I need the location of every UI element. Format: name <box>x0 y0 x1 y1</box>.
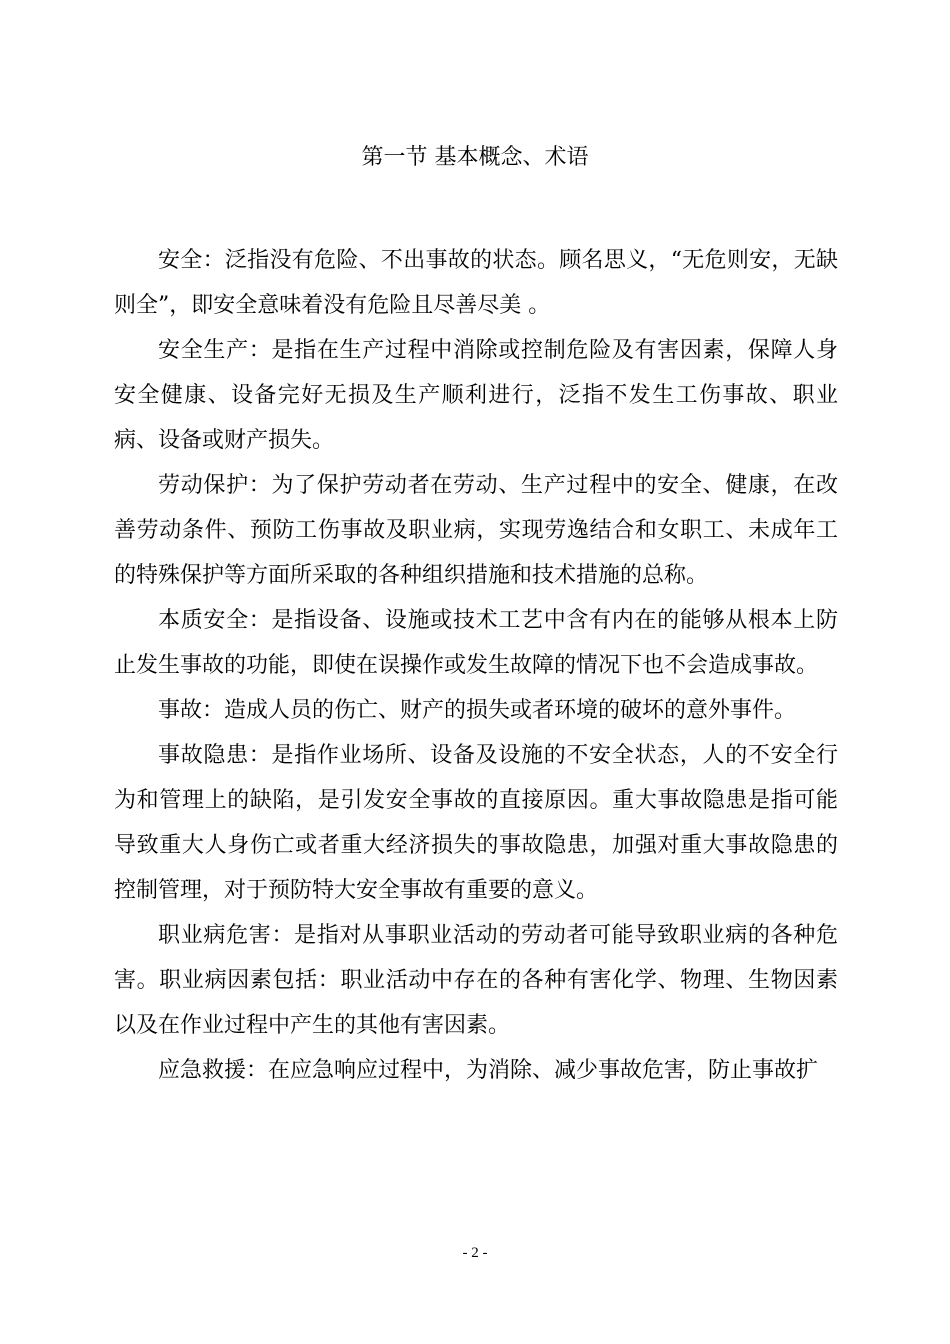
paragraph-safe-production: 安全生产：是指在生产过程中消除或控制危险及有害因素，保障人身安全健康、设备完好无损及生产顺利进行，泛指不发生工伤事故、职业病、设备或财产损失。 <box>114 338 838 453</box>
paragraph-occupational-hazard: 职业病危害：是指对从事职业活动的劳动者可能导致职业病的各种危害。职业病因素包括：职业活动中存在的各种有害化学、物理、生物因素以及在作业过程中产生的其他有害因素。 <box>114 923 838 1038</box>
page-number: - 2 - <box>462 1245 488 1261</box>
paragraph-intrinsic-safety: 本质安全：是指设备、设施或技术工艺中含有内在的能够从根本上防止发生事故的功能，即使在误操作或发生故障的情况下也不会造成事故。 <box>114 608 838 678</box>
body-text <box>114 238 838 1093</box>
paragraph-labor-protection: 劳动保护：为了保护劳动者在劳动、生产过程中的安全、健康，在改善劳动条件、预防工伤事故及职业病，实现劳逸结合和女职工、未成年工的特殊保护等方面所采取的各种组织措施和技术措施的总称。 <box>114 473 838 588</box>
section-title: 第一节 基本概念、术语 <box>361 145 589 170</box>
paragraph-emergency-rescue: 应急救援：在应急响应过程中，为消除、减少事故危害，防止事故扩 <box>158 1058 819 1083</box>
paragraph-safety: 安全：泛指没有危险、不出事故的状态。顾名思义，“无危则安，无缺则全”，即安全意味着没有危险且尽善尽美 。 <box>114 248 838 318</box>
paragraph-hidden-danger: 事故隐患：是指作业场所、设备及设施的不安全状态，人的不安全行为和管理上的缺陷，是引发安全事故的直接原因。重大事故隐患是指可能导致重大人身伤亡或者重大经济损失的事故隐患，加强对重大事故隐患的控制管理，对于预防特大安全事故有重要的意义。 <box>114 743 838 903</box>
paragraph-accident: 事故：造成人员的伤亡、财产的损失或者环境的破坏的意外事件。 <box>158 698 797 723</box>
